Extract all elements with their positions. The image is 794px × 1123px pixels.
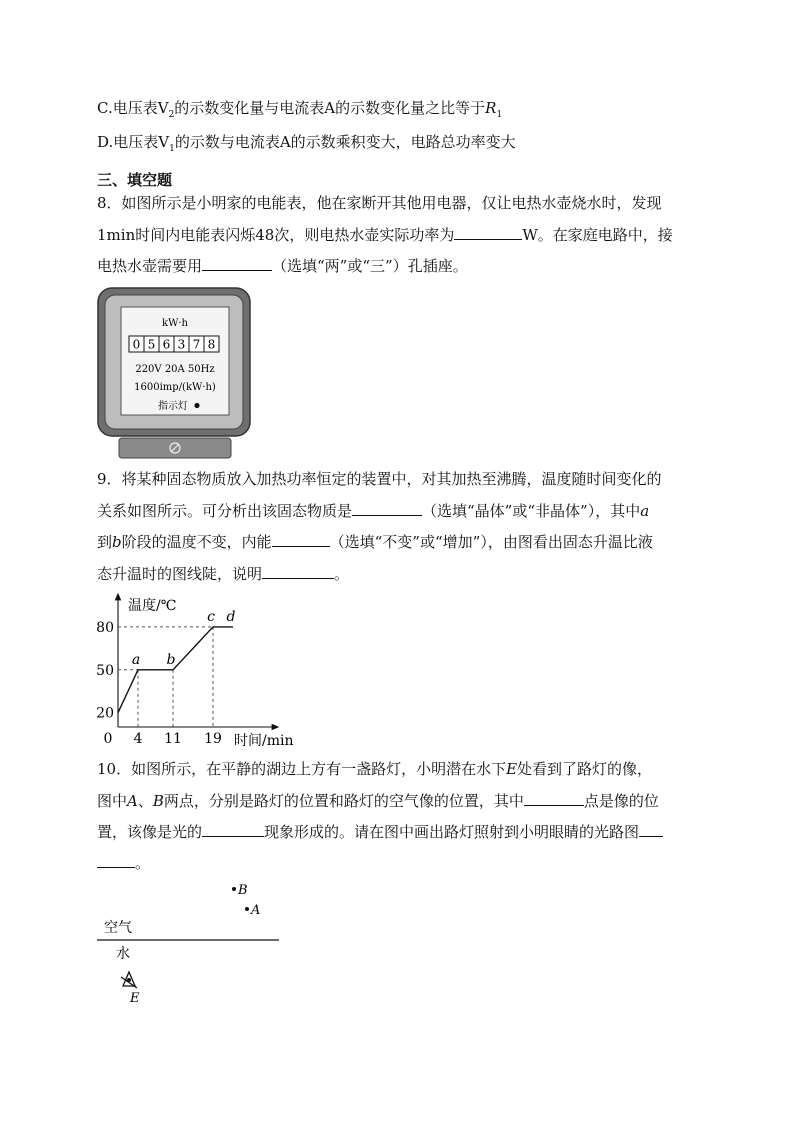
lake-diagram: [90, 876, 290, 1011]
x-axis-label: 时间/min: [234, 733, 294, 749]
q8-line2-text: 1min时间内电能表闪烁48次，则电热水壶实际功率为: [97, 226, 455, 244]
meter-spec: 220V 20A 50Hz: [135, 364, 215, 375]
q10-line3-text: 置，该像是光的: [97, 823, 203, 841]
meter-digit: 5: [147, 337, 156, 352]
meter-digit: 7: [192, 337, 201, 352]
y-tick-label: 20: [96, 705, 114, 722]
answer-blank[interactable]: [272, 532, 330, 547]
point-e-label: E: [506, 760, 518, 778]
temperature-chart: [90, 590, 310, 750]
option-d-text: 的示数与电流表A的示数乘积变大，电路总功率变大: [174, 133, 516, 151]
point-e-label: E: [130, 991, 140, 1006]
energy-meter-figure: [97, 286, 253, 460]
x-tick-label: 11: [164, 731, 182, 747]
x-tick-label: 19: [204, 731, 222, 747]
voltmeter-subscript: 1: [169, 144, 175, 154]
water-label: 水: [116, 946, 130, 962]
q10-line1-text: 10．如图所示，在平静的湖边上方有一盏路灯，小明潜在水下: [97, 760, 507, 778]
answer-blank[interactable]: [202, 822, 264, 837]
q10-line1: [97, 759, 652, 779]
answer-blank[interactable]: [352, 501, 422, 516]
eye-icon: [121, 972, 137, 988]
option-d-prefix: D.电压表: [97, 133, 159, 151]
q9-line4-text-end: 。: [334, 565, 350, 583]
section-title: 三、填空题: [97, 171, 173, 189]
meter-digits: [129, 336, 219, 352]
q10-line2-text-mid: 两点，分别是路灯的位置和路灯的空气像的位置，其中: [163, 792, 524, 810]
q10-line2-text: 图中: [97, 792, 128, 810]
q8-line3-text-end: （选填“两”或“三”）孔插座。: [272, 257, 468, 275]
point-a-label: a: [640, 502, 650, 520]
q10-line2-text-end: 点是像的位: [583, 792, 659, 810]
q9-line3-text-mid: 阶段的温度不变，内能: [121, 533, 272, 551]
q9-line2-text-mid: （选填“晶体”或“非晶体”），其中: [422, 502, 641, 520]
q9-line3: [97, 532, 653, 552]
q9-line4: [97, 564, 349, 584]
indicator-light-icon: [194, 403, 199, 408]
voltmeter-symbol: V: [157, 99, 169, 117]
option-c-prefix: C.电压表: [97, 99, 158, 117]
point-b-dot: [232, 887, 236, 891]
answer-blank[interactable]: [639, 822, 663, 837]
voltmeter-symbol: V: [158, 133, 170, 151]
q8-line2: [97, 225, 673, 245]
meter-digit: 3: [177, 337, 186, 352]
point-b-label: b: [112, 533, 122, 551]
temperature-series-line: [118, 627, 233, 713]
q9-line3-text-end: （选填“不变”或“增加”），由图看出固态升温比液: [329, 533, 653, 551]
lake-diagram-svg: [90, 876, 290, 1011]
answer-blank[interactable]: [202, 256, 272, 271]
answer-blank-continued[interactable]: [97, 853, 135, 868]
answer-blank[interactable]: [524, 791, 584, 806]
meter-digit: 6: [162, 337, 171, 352]
q8-line2-text-end: W。在家庭电路中，接: [522, 226, 673, 244]
meter-unit: kW·h: [162, 318, 188, 329]
y-tick-label: 80: [96, 619, 114, 636]
q9-line4-text: 态升温时的图线陡，说明: [97, 565, 263, 583]
point-label: c: [207, 608, 215, 625]
q10-line1-text-end: 处看到了路灯的像，: [517, 760, 653, 778]
q9-line3-text: 到: [97, 533, 113, 551]
x-tick-label: 0: [103, 731, 113, 747]
chart-marks: [96, 609, 235, 747]
q10-line3-text-end: 现象形成的。请在图中画出路灯照射到小明眼睛的光路图: [264, 823, 640, 841]
point-a-label: A: [127, 792, 138, 810]
point-a-label: A: [251, 903, 261, 918]
meter-digit: 0: [132, 337, 141, 352]
point-b-label: B: [152, 792, 164, 810]
energy-meter-drawing: [97, 286, 253, 460]
q10-line2: [97, 791, 659, 811]
q9-line2: [97, 501, 649, 521]
y-axis-label: 温度/℃: [128, 598, 177, 614]
option-c-text: 的示数变化量与电流表A的示数变化量之比等于: [174, 99, 486, 117]
voltmeter-subscript: 2: [168, 110, 175, 120]
temperature-chart-svg: [90, 590, 310, 750]
resistor-symbol: R: [485, 99, 497, 117]
q10-line4: [97, 853, 150, 873]
point-label: b: [166, 651, 176, 668]
point-label: a: [131, 651, 141, 668]
meter-indicator-label: 指示灯: [158, 401, 188, 412]
y-tick-label: 50: [96, 662, 114, 679]
q10-line3: [97, 822, 663, 842]
q8-line3-text: 电热水壶需要用: [97, 257, 203, 275]
q8-line1: 8．如图所示是小明家的电能表，他在家断开其他用电器，仅让电热水壶烧水时，发现: [97, 194, 662, 212]
point-b-label: B: [238, 883, 248, 898]
q9-line2-text: 关系如图所示。可分析出该固态物质是: [97, 502, 353, 520]
answer-blank[interactable]: [262, 564, 334, 579]
meter-digit: 8: [207, 337, 216, 352]
option-d: [97, 132, 516, 159]
air-label: 空气: [104, 920, 132, 936]
answer-blank[interactable]: [454, 225, 522, 240]
meter-imp: 1600imp/(kW·h): [134, 382, 216, 393]
resistor-subscript: 1: [496, 110, 503, 120]
x-tick-label: 4: [133, 731, 143, 747]
q9-line1: 9．将某种固态物质放入加热功率恒定的装置中，对其加热至沸腾，温度随时间变化的: [97, 470, 662, 488]
q8-line3: [97, 256, 468, 276]
point-label: d: [226, 608, 236, 625]
q10-line4-text: 。: [135, 854, 151, 872]
option-c: [97, 98, 502, 125]
point-a-dot: [245, 907, 249, 911]
q10-line2-separator: 、: [137, 792, 153, 810]
